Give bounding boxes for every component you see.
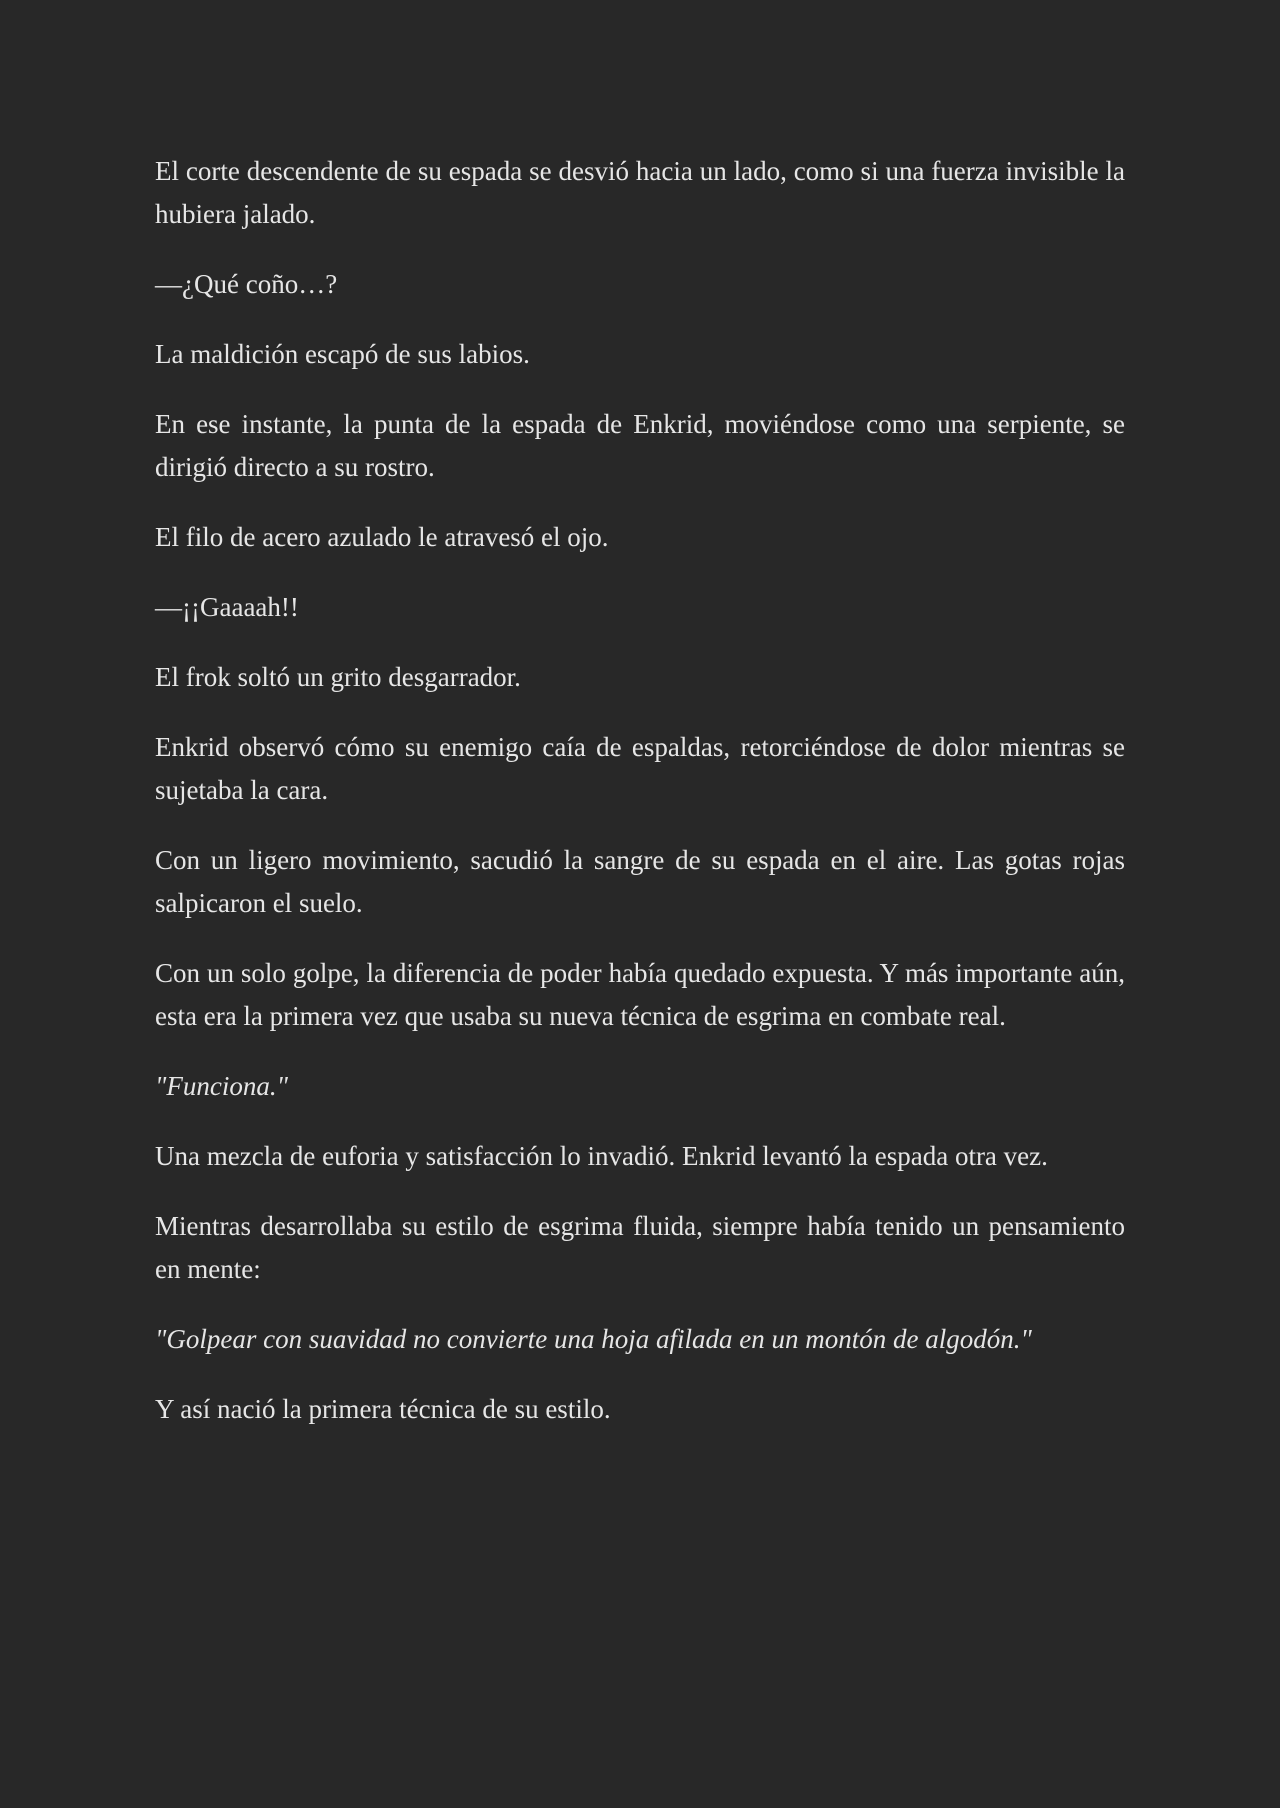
paragraph: El corte descendente de su espada se desvió hacia un lado, como si una fuerza invisible la hubiera jalado.	[155, 156, 1125, 229]
paragraph: El filo de acero azulado le atravesó el ojo.	[155, 522, 609, 552]
paragraph: Con un solo golpe, la diferencia de poder había quedado expuesta. Y más importante aún, esta era la primera vez que usaba su nueva técnica de esgrima en combate real.	[155, 958, 1125, 1031]
paragraph: Con un ligero movimiento, sacudió la sangre de su espada en el aire. Las gotas rojas salpicaron el suelo.	[155, 845, 1125, 918]
chapter-text	[155, 150, 1125, 1431]
thought-paragraph: "Golpear con suavidad no convierte una hoja afilada en un montón de algodón."	[155, 1324, 1032, 1354]
paragraph: El frok soltó un grito desgarrador.	[155, 662, 521, 692]
thought-paragraph: "Funciona."	[155, 1071, 288, 1101]
paragraph: Una mezcla de euforia y satisfacción lo invadió. Enkrid levantó la espada otra vez.	[155, 1141, 1048, 1171]
paragraph: En ese instante, la punta de la espada de Enkrid, moviéndose como una serpiente, se dirigió directo a su rostro.	[155, 409, 1125, 482]
paragraph: —¡¡Gaaaah!!	[155, 592, 299, 622]
paragraph: Y así nació la primera técnica de su estilo.	[155, 1394, 611, 1424]
paragraph: La maldición escapó de sus labios.	[155, 339, 530, 369]
paragraph: Enkrid observó cómo su enemigo caía de espaldas, retorciéndose de dolor mientras se sujetaba la cara.	[155, 732, 1125, 805]
paragraph: Mientras desarrollaba su estilo de esgrima fluida, siempre había tenido un pensamiento en mente:	[155, 1211, 1125, 1284]
paragraph: —¿Qué coño…?	[155, 269, 338, 299]
